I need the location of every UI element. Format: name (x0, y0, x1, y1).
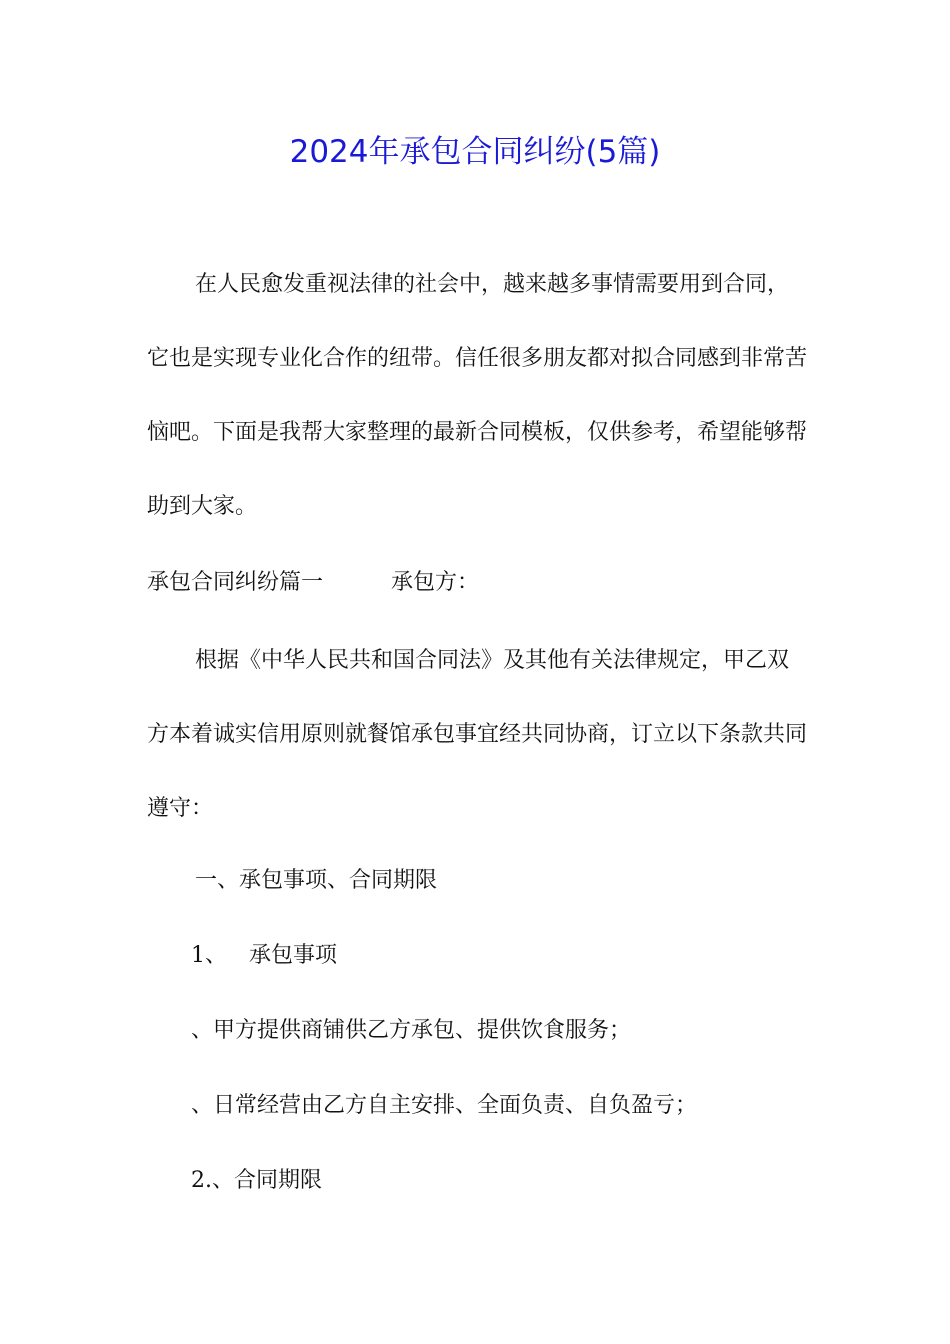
item-1-1-line (191, 941, 337, 971)
item-1-2: 2.、合同期限 (191, 1168, 322, 1193)
section-heading: 承包合同纠纷篇一 (147, 570, 324, 595)
intro-paragraph: 在人民愈发重视法律的社会中，越来越多事情需要用到合同，它也是实现专业化合作的纽带。信任很多朋友都对拟合同感到非常苦恼吧。下面是我帮大家整理的最新合同模板，仅供参考，希望能够帮助到大家。 (147, 272, 808, 519)
basis-paragraph-block (147, 624, 807, 846)
item-1-1-a: 、甲方提供商铺供乙方承包、提供饮食服务； (191, 1018, 632, 1043)
intro-paragraph-block (147, 248, 807, 544)
party-label: 承包方： (391, 570, 480, 595)
item-1-heading: 一、承包事项、合同期限 (195, 868, 438, 893)
basis-paragraph: 根据《中华人民共和国合同法》及其他有关法律规定，甲乙双方本着诚实信用原则就餐馆承包事宜经共同协商，订立以下条款共同遵守： (147, 648, 808, 821)
section-heading-line (147, 568, 479, 598)
item-1-1-number: 1、 (191, 943, 227, 968)
item-1-1-label: 承包事项 (249, 943, 338, 968)
document-title: 2024年承包合同纠纷(5篇) (289, 134, 661, 170)
item-1-1-b: 、日常经营由乙方自主安排、全面负责、自负盈亏； (191, 1093, 698, 1118)
